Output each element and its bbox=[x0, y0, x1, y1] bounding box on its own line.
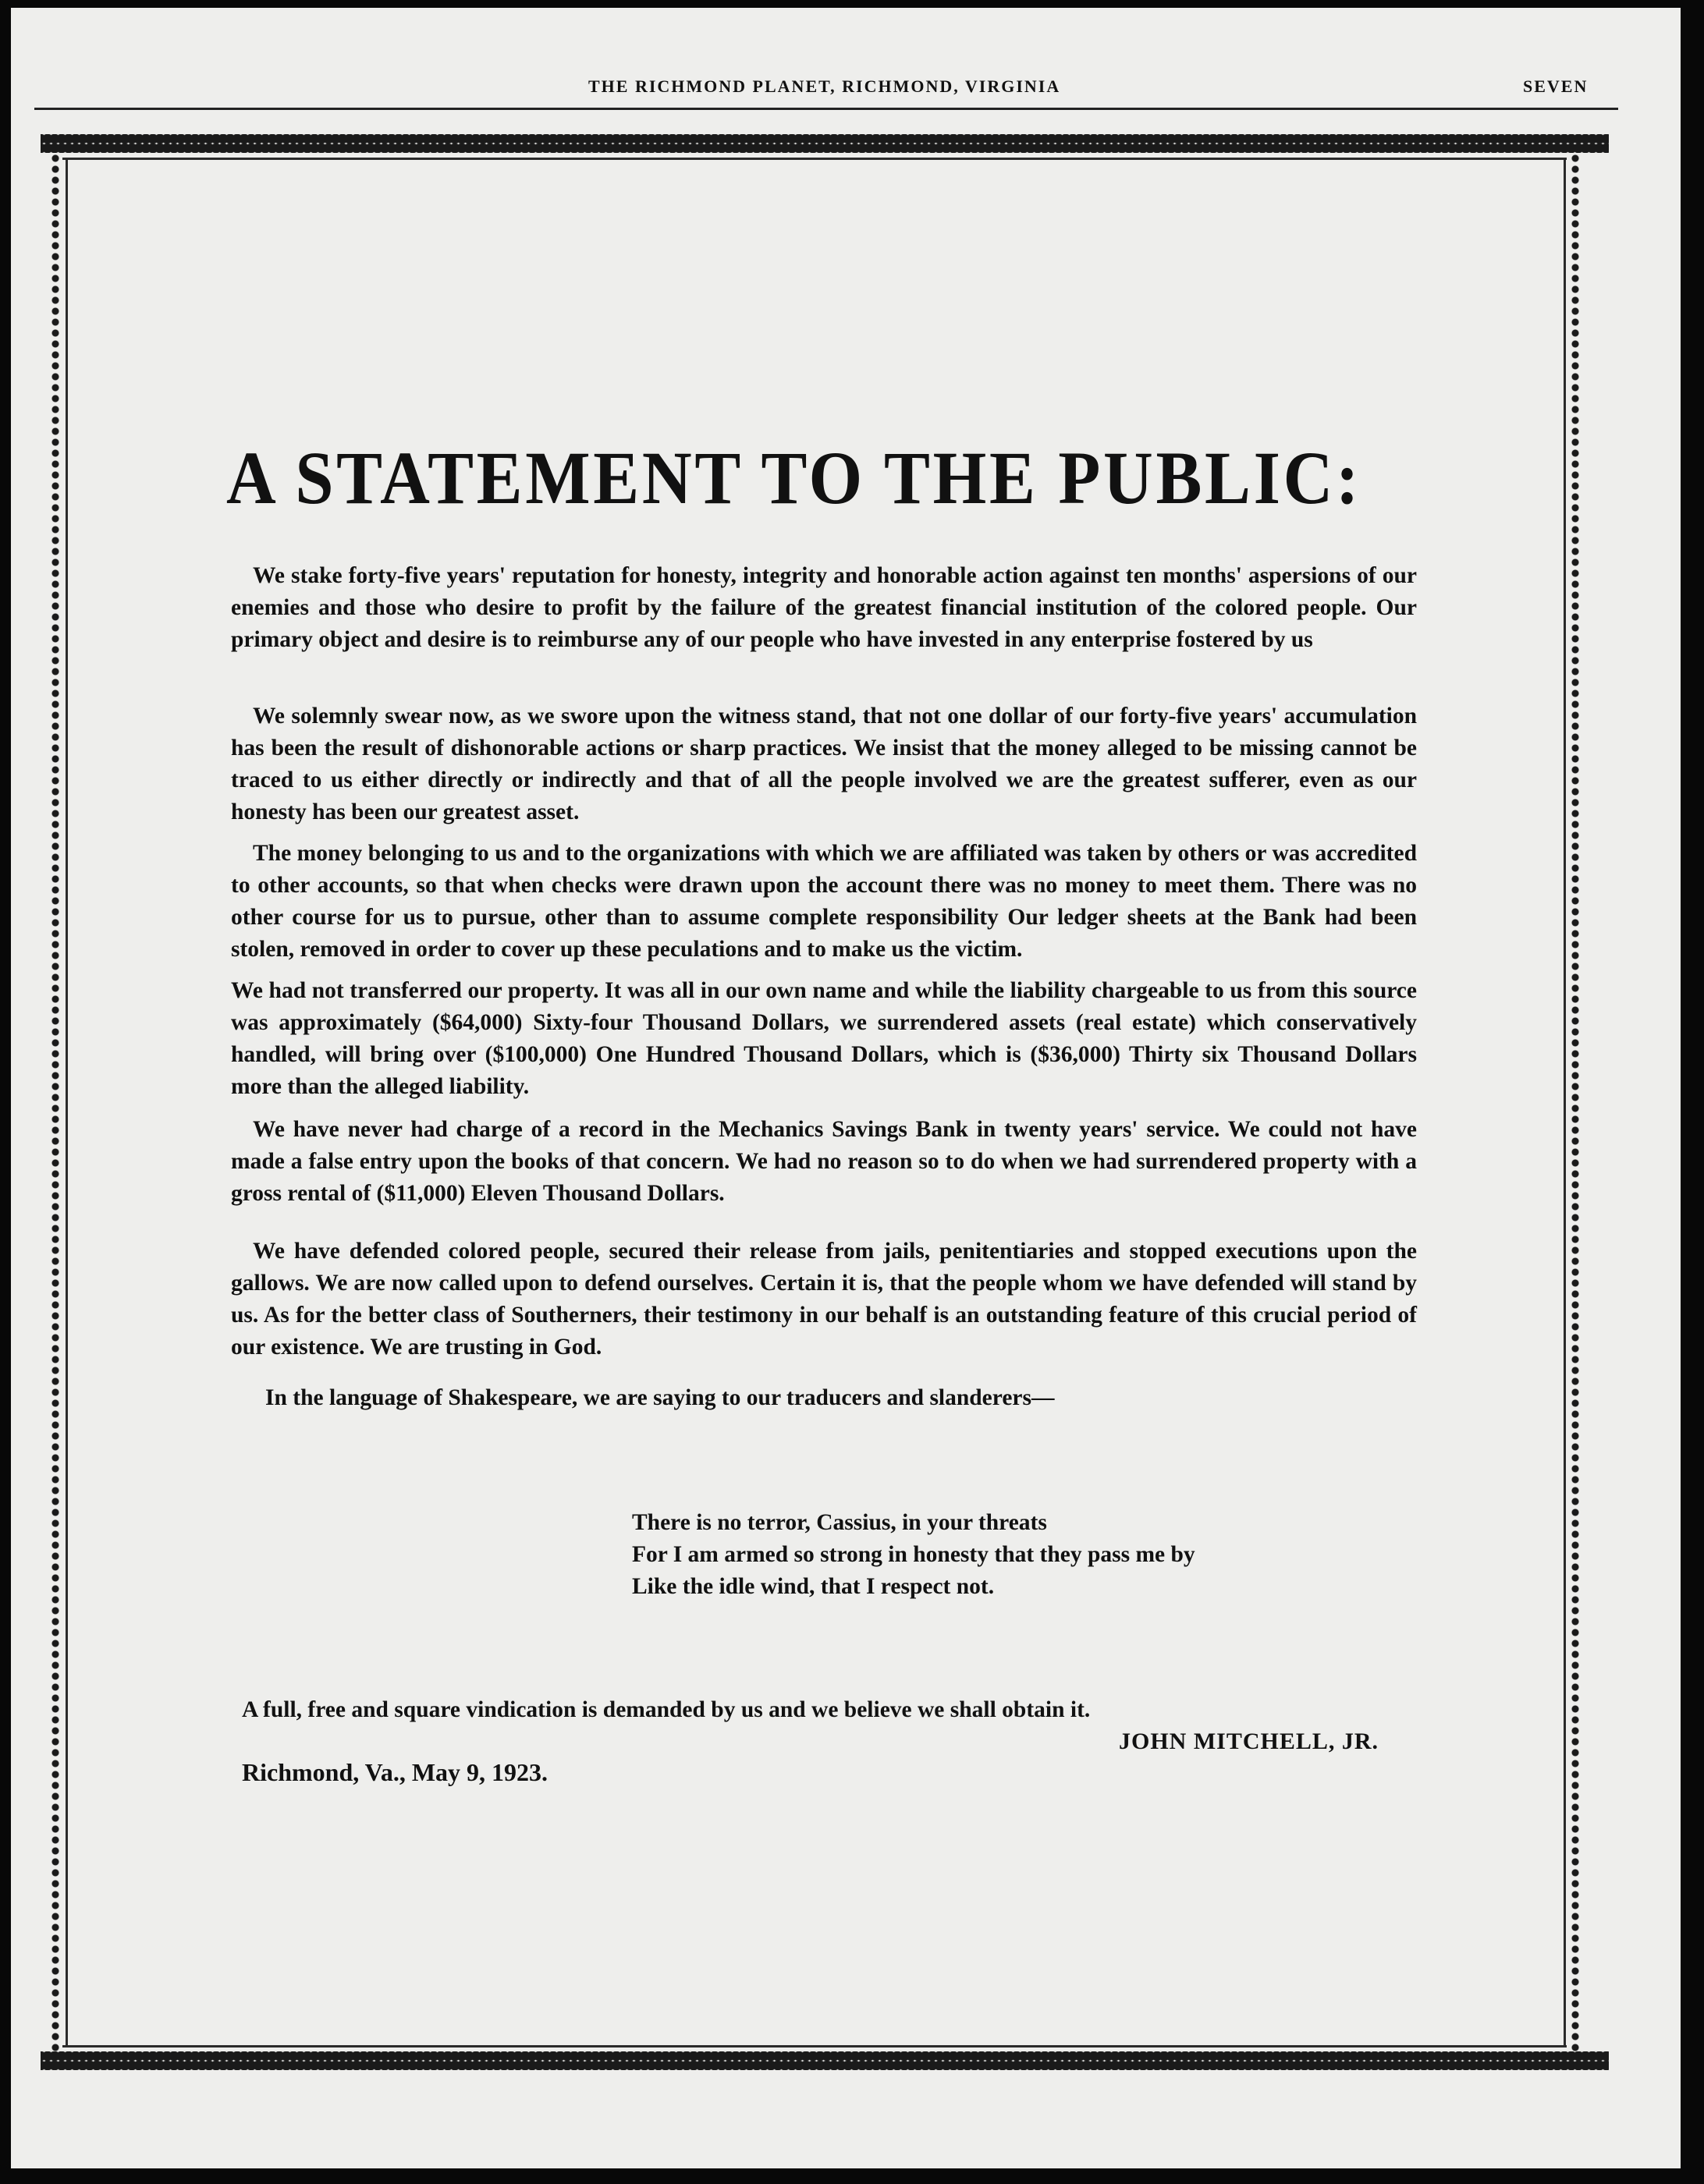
ornamental-border-bottom bbox=[41, 2051, 1609, 2070]
signature: JOHN MITCHELL, JR. bbox=[1119, 1728, 1379, 1754]
quote-line: There is no terror, Cassius, in your threats bbox=[632, 1510, 1047, 1535]
paragraph-defense: We have defended colored people, secured their release from jails, penitentiaries and stopped executions upon the gallows. We are now called upon to defend ourselves. Certain it is, that the people whom we have defended will stand by us. As for the better class of Southerners, their testimony in our behalf is an outstanding feature of this crucial period of our existence. We are trusting in God. bbox=[231, 1239, 1417, 1360]
dateline: Richmond, Va., May 9, 1923. bbox=[242, 1758, 548, 1786]
page-number: SEVEN bbox=[1523, 76, 1589, 96]
paragraph-reputation: We stake forty-five years' reputation for honesty, integrity and honorable action against ten months' aspersions of our enemies and those who desire to profit by the failure of the greatest financial institution of the colored people. Our primary object and desire is to reimburse any of our people who have invested in any enterprise fostered by us bbox=[231, 563, 1417, 652]
paragraph-property: We had not transferred our property. It was all in our own name and while the liability chargeable to us from this source was approximately ($64,000) Sixty-four Thousand Dollars, we surrendered assets (real estate) which conservatively handled, will bring over ($100,000) One Hundred Thousand Dollars, which is ($36,000) Thirty six Thousand Dollars more than the alleged liability. bbox=[231, 978, 1417, 1099]
border-inner-rule-top bbox=[62, 158, 1567, 160]
paragraph-bank-record: We have never had charge of a record in the Mechanics Savings Bank in twenty years' service. We could not have made a false entry upon the books of that concern. We had no reason so to do when we had surrendered property with a gross rental of ($11,000) Eleven Thousand Dollars. bbox=[231, 1117, 1417, 1206]
ornamental-border-left bbox=[51, 153, 59, 2051]
header-rule bbox=[34, 108, 1618, 110]
border-inner-rule-bottom bbox=[62, 2045, 1567, 2048]
shakespeare-quote bbox=[632, 1507, 1334, 1603]
shakespeare-intro: In the language of Shakespeare, we are saying to our traducers and slanderers— bbox=[265, 1385, 1055, 1410]
border-inner-rule-left bbox=[66, 158, 68, 2048]
paragraph-oath: We solemnly swear now, as we swore upon the witness stand, that not one dollar of our forty-five years' accumulation has been the result of dishonorable actions or sharp practices. We insist that the money alleged to be missing cannot be traced to us either directly or indirectly and that of all the people involved we are the greatest sufferer, even as our honesty has been our greatest asset. bbox=[231, 704, 1417, 824]
statement-headline: A STATEMENT TO THE PUBLIC: bbox=[226, 436, 1362, 519]
paragraph-missing-money: The money belonging to us and to the organizations with which we are affiliated was taken by others or was accredited to other accounts, so that when checks were drawn upon the account there was no money to meet them. There was no other course for us to pursue, other than to assume complete responsibility Our ledger sheets at the Bank had been stolen, removed in order to cover up these peculations and to make us the victim. bbox=[231, 841, 1417, 962]
newspaper-page bbox=[11, 8, 1681, 2168]
quote-line: For I am armed so strong in honesty that they pass me by bbox=[632, 1542, 1195, 1567]
quote-line: Like the idle wind, that I respect not. bbox=[632, 1574, 995, 1599]
running-head bbox=[11, 76, 1681, 105]
ornamental-border-right bbox=[1571, 153, 1579, 2051]
closing-line: A full, free and square vindication is demanded by us and we believe we shall obtain it. bbox=[242, 1697, 1091, 1722]
border-inner-rule-right bbox=[1564, 158, 1566, 2048]
ornamental-border-top bbox=[41, 134, 1609, 153]
newspaper-name: THE RICHMOND PLANET, RICHMOND, VIRGINIA bbox=[588, 76, 1061, 96]
